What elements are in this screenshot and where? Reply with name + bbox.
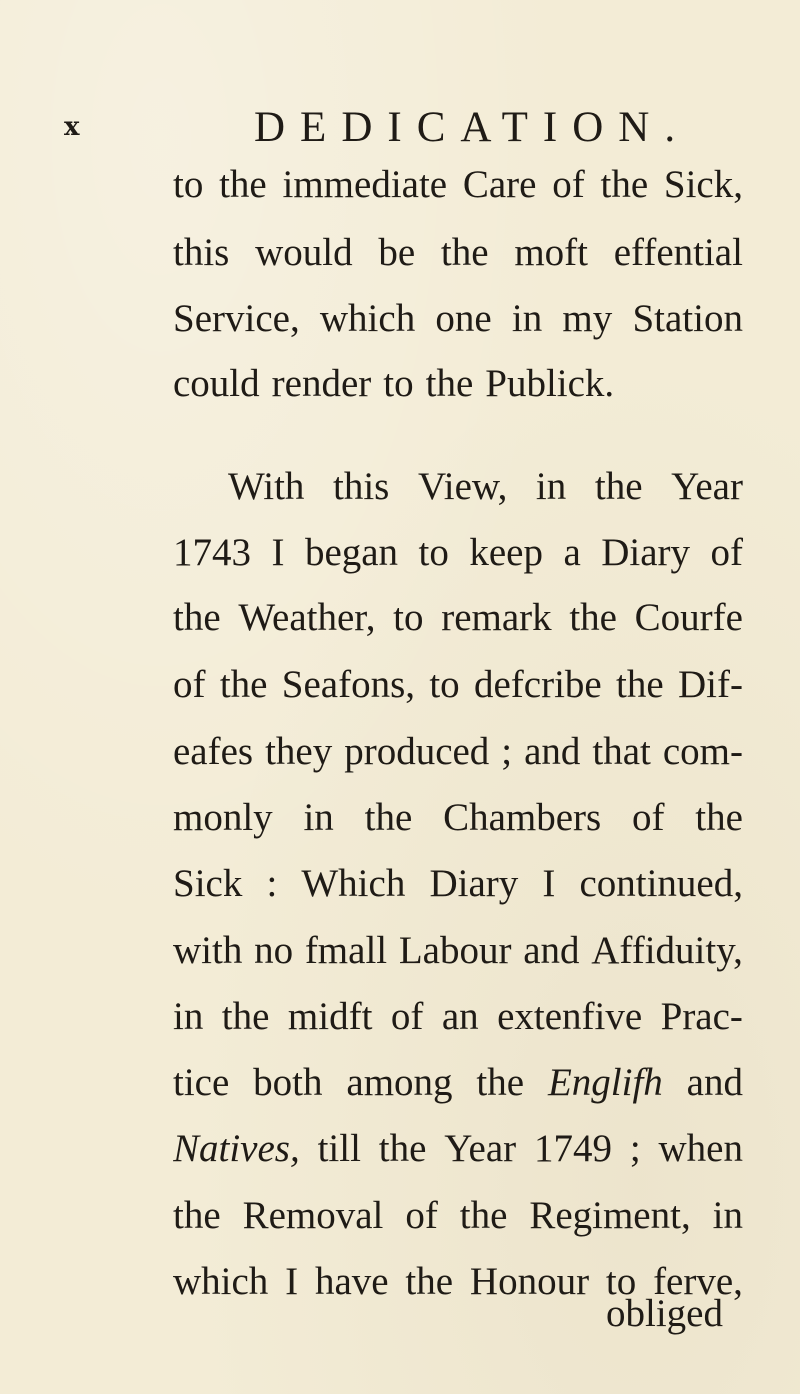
word: and — [524, 730, 581, 773]
word: which — [173, 1260, 269, 1303]
word: till — [317, 1127, 361, 1170]
word: to — [605, 1260, 637, 1303]
text-line — [173, 991, 743, 1043]
word: fmall — [304, 929, 388, 972]
word: in — [511, 297, 543, 340]
word: Publick. — [485, 362, 615, 405]
word: Year — [671, 465, 743, 508]
word: keep — [469, 531, 543, 574]
signature-mark: x — [64, 112, 80, 142]
word: : — [266, 862, 278, 905]
word: in — [712, 1194, 743, 1237]
word: produced — [344, 730, 490, 773]
word: with — [173, 929, 243, 972]
word: Sick — [173, 862, 243, 905]
word: the — [221, 995, 270, 1038]
word: of — [173, 663, 206, 706]
word: Courfe — [634, 596, 743, 639]
word: Honour — [469, 1260, 590, 1303]
text-line — [173, 227, 743, 279]
word: Dif- — [678, 663, 743, 706]
word: they — [265, 730, 333, 773]
word: the — [173, 596, 221, 639]
word: and — [686, 1061, 743, 1104]
word: the — [594, 465, 643, 508]
text-line — [228, 461, 743, 513]
word: the — [378, 1127, 427, 1170]
word: Diary — [601, 531, 691, 574]
word: Care — [462, 163, 537, 206]
word: that — [592, 730, 651, 773]
word: the — [425, 362, 474, 405]
text-line — [173, 1190, 743, 1242]
word: 1749 — [533, 1127, 612, 1170]
word: to — [393, 596, 424, 639]
word: View, — [417, 465, 508, 508]
word: Year — [444, 1127, 517, 1170]
text-line — [173, 527, 743, 579]
word: immediate — [282, 163, 448, 206]
text-line — [173, 659, 743, 711]
word: continued, — [579, 862, 743, 905]
word: this — [333, 465, 390, 508]
word: in — [173, 995, 204, 1038]
word: a — [563, 531, 581, 574]
word: With — [228, 465, 305, 508]
word: to — [383, 362, 414, 405]
word: the — [476, 1061, 525, 1104]
word: 1743 — [173, 531, 251, 574]
word: ferve, — [653, 1260, 743, 1303]
text-line — [173, 792, 743, 844]
text-line — [173, 159, 743, 211]
word: render — [271, 362, 372, 405]
word: midft — [287, 995, 373, 1038]
word: when — [658, 1127, 743, 1170]
word: eafes — [173, 730, 254, 773]
word: effential — [613, 231, 743, 274]
word: the — [440, 231, 489, 274]
word: the — [569, 596, 617, 639]
word: began — [304, 531, 399, 574]
text-line — [173, 858, 743, 910]
word: to — [173, 163, 204, 206]
word: tice — [173, 1061, 230, 1104]
text-line — [173, 726, 743, 778]
word: I — [542, 862, 556, 905]
word: Chambers — [443, 796, 602, 839]
word: among — [346, 1061, 453, 1104]
word: the — [219, 663, 268, 706]
text-line — [173, 592, 743, 644]
word: com- — [662, 730, 743, 773]
word: the — [405, 1260, 454, 1303]
word: I — [271, 531, 285, 574]
word: of — [552, 163, 585, 206]
word: Weather, — [238, 596, 376, 639]
word: would — [255, 231, 353, 274]
word: and — [523, 929, 580, 972]
word: the — [173, 1194, 221, 1237]
word: the — [219, 163, 267, 206]
word: an — [441, 995, 479, 1038]
word: both — [253, 1061, 323, 1104]
word: Diary — [429, 862, 519, 905]
word: Regiment, — [529, 1194, 691, 1237]
word: defcribe — [473, 663, 602, 706]
word: which — [319, 297, 416, 340]
word: remark — [441, 596, 552, 639]
text-line — [173, 925, 743, 977]
word: I — [285, 1260, 299, 1303]
word: moft — [514, 231, 588, 274]
word: Removal — [242, 1194, 384, 1237]
text-line — [173, 293, 743, 345]
word: the — [364, 796, 413, 839]
word: the — [695, 796, 743, 839]
word: to — [418, 531, 449, 574]
text-line — [173, 1057, 743, 1109]
text-line — [173, 358, 743, 410]
text-line — [173, 1123, 743, 1175]
word: ; — [629, 1127, 641, 1170]
word: of — [632, 796, 665, 839]
word: monly — [173, 796, 273, 839]
word: to — [429, 663, 460, 706]
word: one — [435, 297, 492, 340]
catchword: obliged — [606, 1292, 723, 1335]
word: no — [254, 929, 294, 972]
word: have — [314, 1260, 389, 1303]
word: Sick, — [663, 163, 743, 206]
word: this — [173, 231, 230, 274]
word: Service, — [173, 297, 300, 340]
word: Seafons, — [281, 663, 416, 706]
word: in — [535, 465, 567, 508]
word: Labour — [398, 929, 512, 972]
word: in — [303, 796, 334, 839]
word: Station — [632, 297, 743, 340]
word: of — [405, 1194, 438, 1237]
word: be — [378, 231, 416, 274]
word: my — [562, 297, 613, 340]
word: Prac- — [660, 995, 743, 1038]
word: could — [173, 362, 260, 405]
running-title: DEDICATION. — [254, 104, 691, 151]
word: Which — [301, 862, 406, 905]
word: of — [710, 531, 743, 574]
word: ; — [501, 730, 513, 773]
word: the — [459, 1194, 508, 1237]
word: Natives, — [173, 1127, 300, 1170]
word: Affiduity, — [591, 929, 743, 972]
word: of — [390, 995, 424, 1038]
word: extenfive — [497, 995, 643, 1038]
word: Englifh — [547, 1061, 663, 1104]
word: the — [616, 663, 664, 706]
word: the — [600, 163, 649, 206]
